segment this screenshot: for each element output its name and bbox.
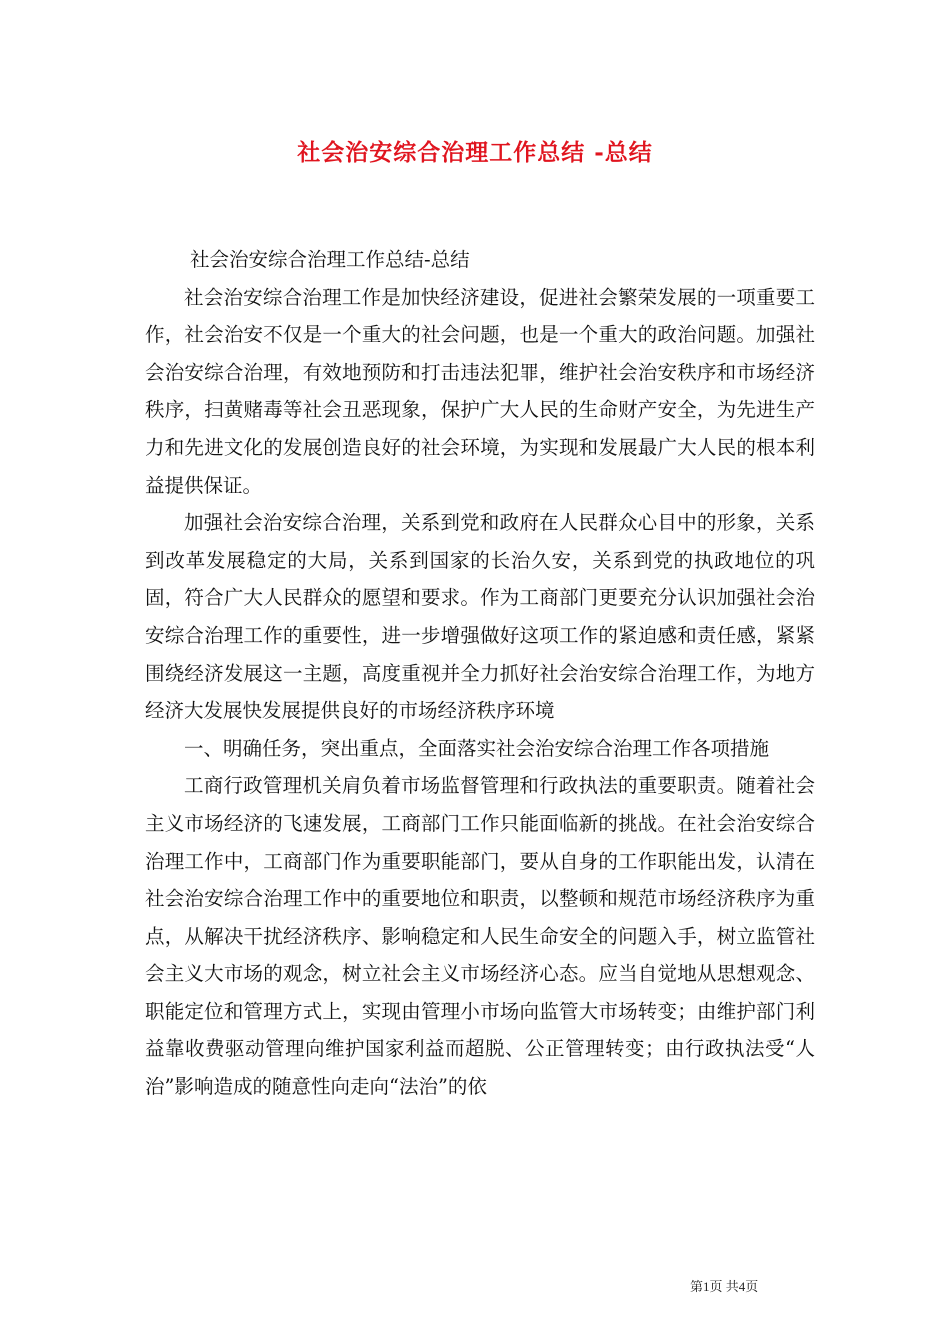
page-label-suffix: 页: [745, 1279, 759, 1294]
page-label-middle: 页 共: [709, 1279, 739, 1294]
document-title: 社会治安综合治理工作总结 -总结: [297, 139, 653, 166]
page-number: 1: [703, 1279, 710, 1294]
total-pages: 4: [738, 1279, 746, 1294]
paragraph-importance: 加强社会治安综合治理，关系到党和政府在人民群众心目中的形象，关系到改革发展稳定的大局，关系到国家的长治久安，关系到党的执政地位的巩固，符合广大人民群众的愿望和要求。作为工商部门更要充分认识加强社会治安综合治理工作的重要性，进一步增强做好这项工作的紧迫感和责任感，紧紧围绕经济发展这一主题，高度重视并全力抓好社会治安综合治理工作，为地方经济大发展快发展提供良好的市场经济秩序环境: [145, 511, 815, 723]
section-heading-1: 一、明确任务，突出重点，全面落实社会治安综合治理工作各项措施: [184, 736, 770, 760]
paragraph-intro: 社会治安综合治理工作是加快经济建设，促进社会繁荣发展的一项重要工作，社会治安不仅是一个重大的社会问题，也是一个重大的政治问题。加强社会治安综合治理，有效地预防和打击违法犯罪，维护社会治安秩序和市场经济秩序，扫黄赌毒等社会丑恶现象，保护广大人民的生命财产安全，为先进生产力和先进文化的发展创造良好的社会环境，为实现和发展最广大人民的根本利益提供保证。: [145, 285, 815, 497]
page-footer: [690, 1276, 810, 1295]
document-subtitle: 社会治安综合治理工作总结-总结: [190, 248, 470, 271]
document-body: [145, 241, 815, 1106]
page-label-prefix: 第: [690, 1279, 704, 1294]
paragraph-duties: 工商行政管理机关肩负着市场监督管理和行政执法的重要职责。随着社会主义市场经济的飞速发展，工商部门工作只能面临新的挑战。在社会治安综合治理工作中，工商部门作为重要职能部门，要从自身的工作职能出发，认清在社会治安综合治理工作中的重要地位和职责，以整顿和规范市场经济秩序为重点，从解决干扰经济秩序、影响稳定和人民生命安全的问题入手，树立监管社会主义大市场的观念，树立社会主义市场经济心态。应当自觉地从思想观念、职能定位和管理方式上，实现由管理小市场向监管大市场转变；由维护部门利益靠收费驱动管理向维护国家利益而超脱、公正管理转变；由行政执法受“人治”影响造成的随意性向走向“法治”的依: [145, 774, 815, 1099]
